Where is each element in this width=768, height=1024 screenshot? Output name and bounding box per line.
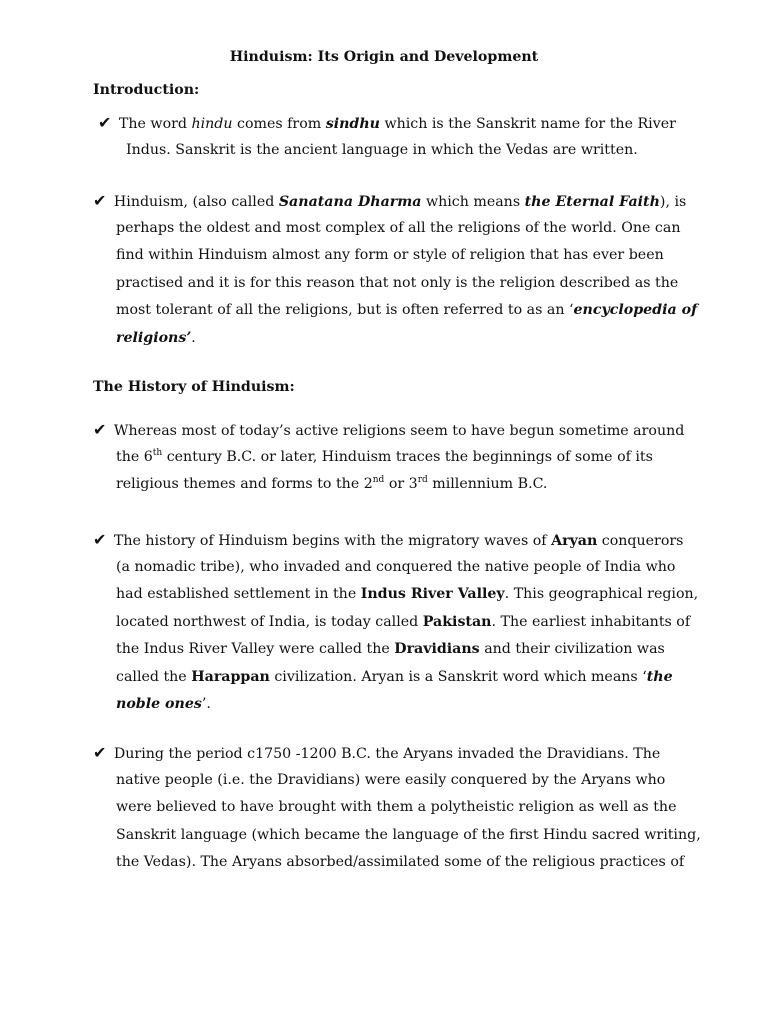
text-run: . This geographical region,	[504, 586, 699, 602]
paragraph-line	[93, 109, 676, 137]
checkmark-icon: ✔	[93, 420, 107, 439]
text-run: the 6	[116, 448, 153, 465]
term-noble-ones: noble ones	[116, 696, 202, 712]
term-harappan: Harappan	[191, 668, 270, 685]
text-run: religious themes and forms to the 2	[116, 476, 373, 492]
document-title: Hinduism: Its Origin and Development	[229, 49, 539, 65]
paragraph-line	[93, 187, 687, 215]
paragraph-line: Indus. Sanskrit is the ancient language in which the Vedas are written.	[126, 141, 638, 158]
paragraph-line: Sanskrit language (which became the language of the first Hindu sacred writing,	[116, 826, 701, 843]
introduction-heading: Introduction:	[93, 82, 200, 98]
paragraph-line: find within Hinduism almost any form or style of religion that has ever been	[116, 247, 664, 263]
paragraph-line	[93, 691, 673, 719]
checkmark-icon: ✔	[93, 191, 107, 210]
paragraph-line	[93, 609, 691, 637]
term-sanatana-dharma: Sanatana Dharma	[278, 194, 422, 210]
text-run: had established settlement in the	[116, 586, 361, 602]
paragraph-line	[93, 297, 698, 325]
text-run: .	[191, 329, 196, 346]
text-run: During the period c1750 -1200 B.C. the Aryans invaded the Dravidians. The	[109, 746, 661, 762]
paragraph-origins-timeline	[93, 416, 685, 499]
paragraph-hinduism-definition	[93, 187, 698, 352]
term-sindhu: sindhu	[325, 116, 380, 132]
paragraph-line: practised and it is for this reason that not only is the religion described as the	[116, 274, 679, 291]
text-run: which means	[421, 194, 525, 210]
paragraph-line	[93, 526, 684, 554]
term-eternal-faith: the Eternal Faith	[524, 194, 660, 210]
term-hindu: hindu	[191, 116, 233, 132]
text-run: The word	[114, 116, 192, 132]
text-run: Hinduism, (also called	[109, 194, 279, 210]
paragraph-line: native people (i.e. the Dravidians) were easily conquered by the Aryans who	[116, 771, 666, 788]
text-run: the Indus River Valley were called the	[116, 641, 395, 657]
text-run: or 3	[384, 476, 418, 492]
paragraph-line: were believed to have brought with them a polytheistic religion as well as the	[116, 799, 677, 815]
superscript: nd	[372, 475, 385, 485]
paragraph-word-origin	[93, 109, 676, 164]
paragraph-line	[93, 581, 699, 609]
text-run: located northwest of India, is today called	[116, 613, 423, 630]
paragraph-line: perhaps the oldest and most complex of all the religions of the world. One can	[116, 219, 681, 236]
paragraph-line	[93, 471, 673, 499]
paragraph-aryan-invasion	[93, 739, 701, 877]
text-run: which is the Sanskrit name for the River	[379, 116, 676, 132]
paragraph-line	[93, 444, 673, 472]
text-run: conquerors	[597, 533, 684, 549]
text-run: civilization. Aryan is a Sanskrit word which means ‘	[269, 668, 647, 685]
paragraph-aryan-migration	[93, 526, 699, 719]
text-run: ), is	[659, 194, 687, 210]
text-run: . The earliest inhabitants of	[491, 613, 691, 630]
term-aryan: Aryan	[551, 533, 598, 549]
text-run: called the	[116, 668, 192, 685]
term-encyclopedia: encyclopedia of	[573, 302, 698, 318]
checkmark-icon: ✔	[93, 743, 107, 762]
text-run: Whereas most of today’s active religions seem to have begun sometime around	[109, 423, 685, 439]
checkmark-icon: ✔	[98, 113, 112, 132]
term-the: the	[646, 668, 673, 685]
text-run: and their civilization was	[479, 641, 665, 657]
text-run: century B.C. or later, Hinduism traces the beginnings of some of its	[162, 448, 653, 465]
text-run: millennium B.C.	[427, 476, 548, 492]
term-religions: religions’	[116, 329, 192, 346]
text-run: comes from	[232, 116, 326, 132]
paragraph-line	[93, 664, 673, 692]
history-heading: The History of Hinduism:	[93, 379, 295, 395]
paragraph-line	[93, 325, 673, 353]
superscript: rd	[417, 475, 428, 485]
text-run: The history of Hinduism begins with the migratory waves of	[109, 533, 552, 549]
term-dravidians: Dravidians	[394, 641, 480, 657]
superscript: th	[152, 447, 163, 458]
term-indus-river-valley: Indus River Valley	[360, 586, 505, 602]
paragraph-line	[93, 636, 673, 664]
text-run: ’.	[201, 696, 211, 712]
text-run: most tolerant of all the religions, but is often referred to as an ‘	[116, 302, 574, 318]
paragraph-line	[93, 416, 685, 444]
term-pakistan: Pakistan	[422, 613, 492, 630]
paragraph-line: the Vedas). The Aryans absorbed/assimilated some of the religious practices of	[116, 854, 685, 870]
checkmark-icon: ✔	[93, 530, 107, 549]
paragraph-line	[93, 739, 673, 767]
paragraph-line: (a nomadic tribe), who invaded and conquered the native people of India who	[116, 558, 676, 575]
